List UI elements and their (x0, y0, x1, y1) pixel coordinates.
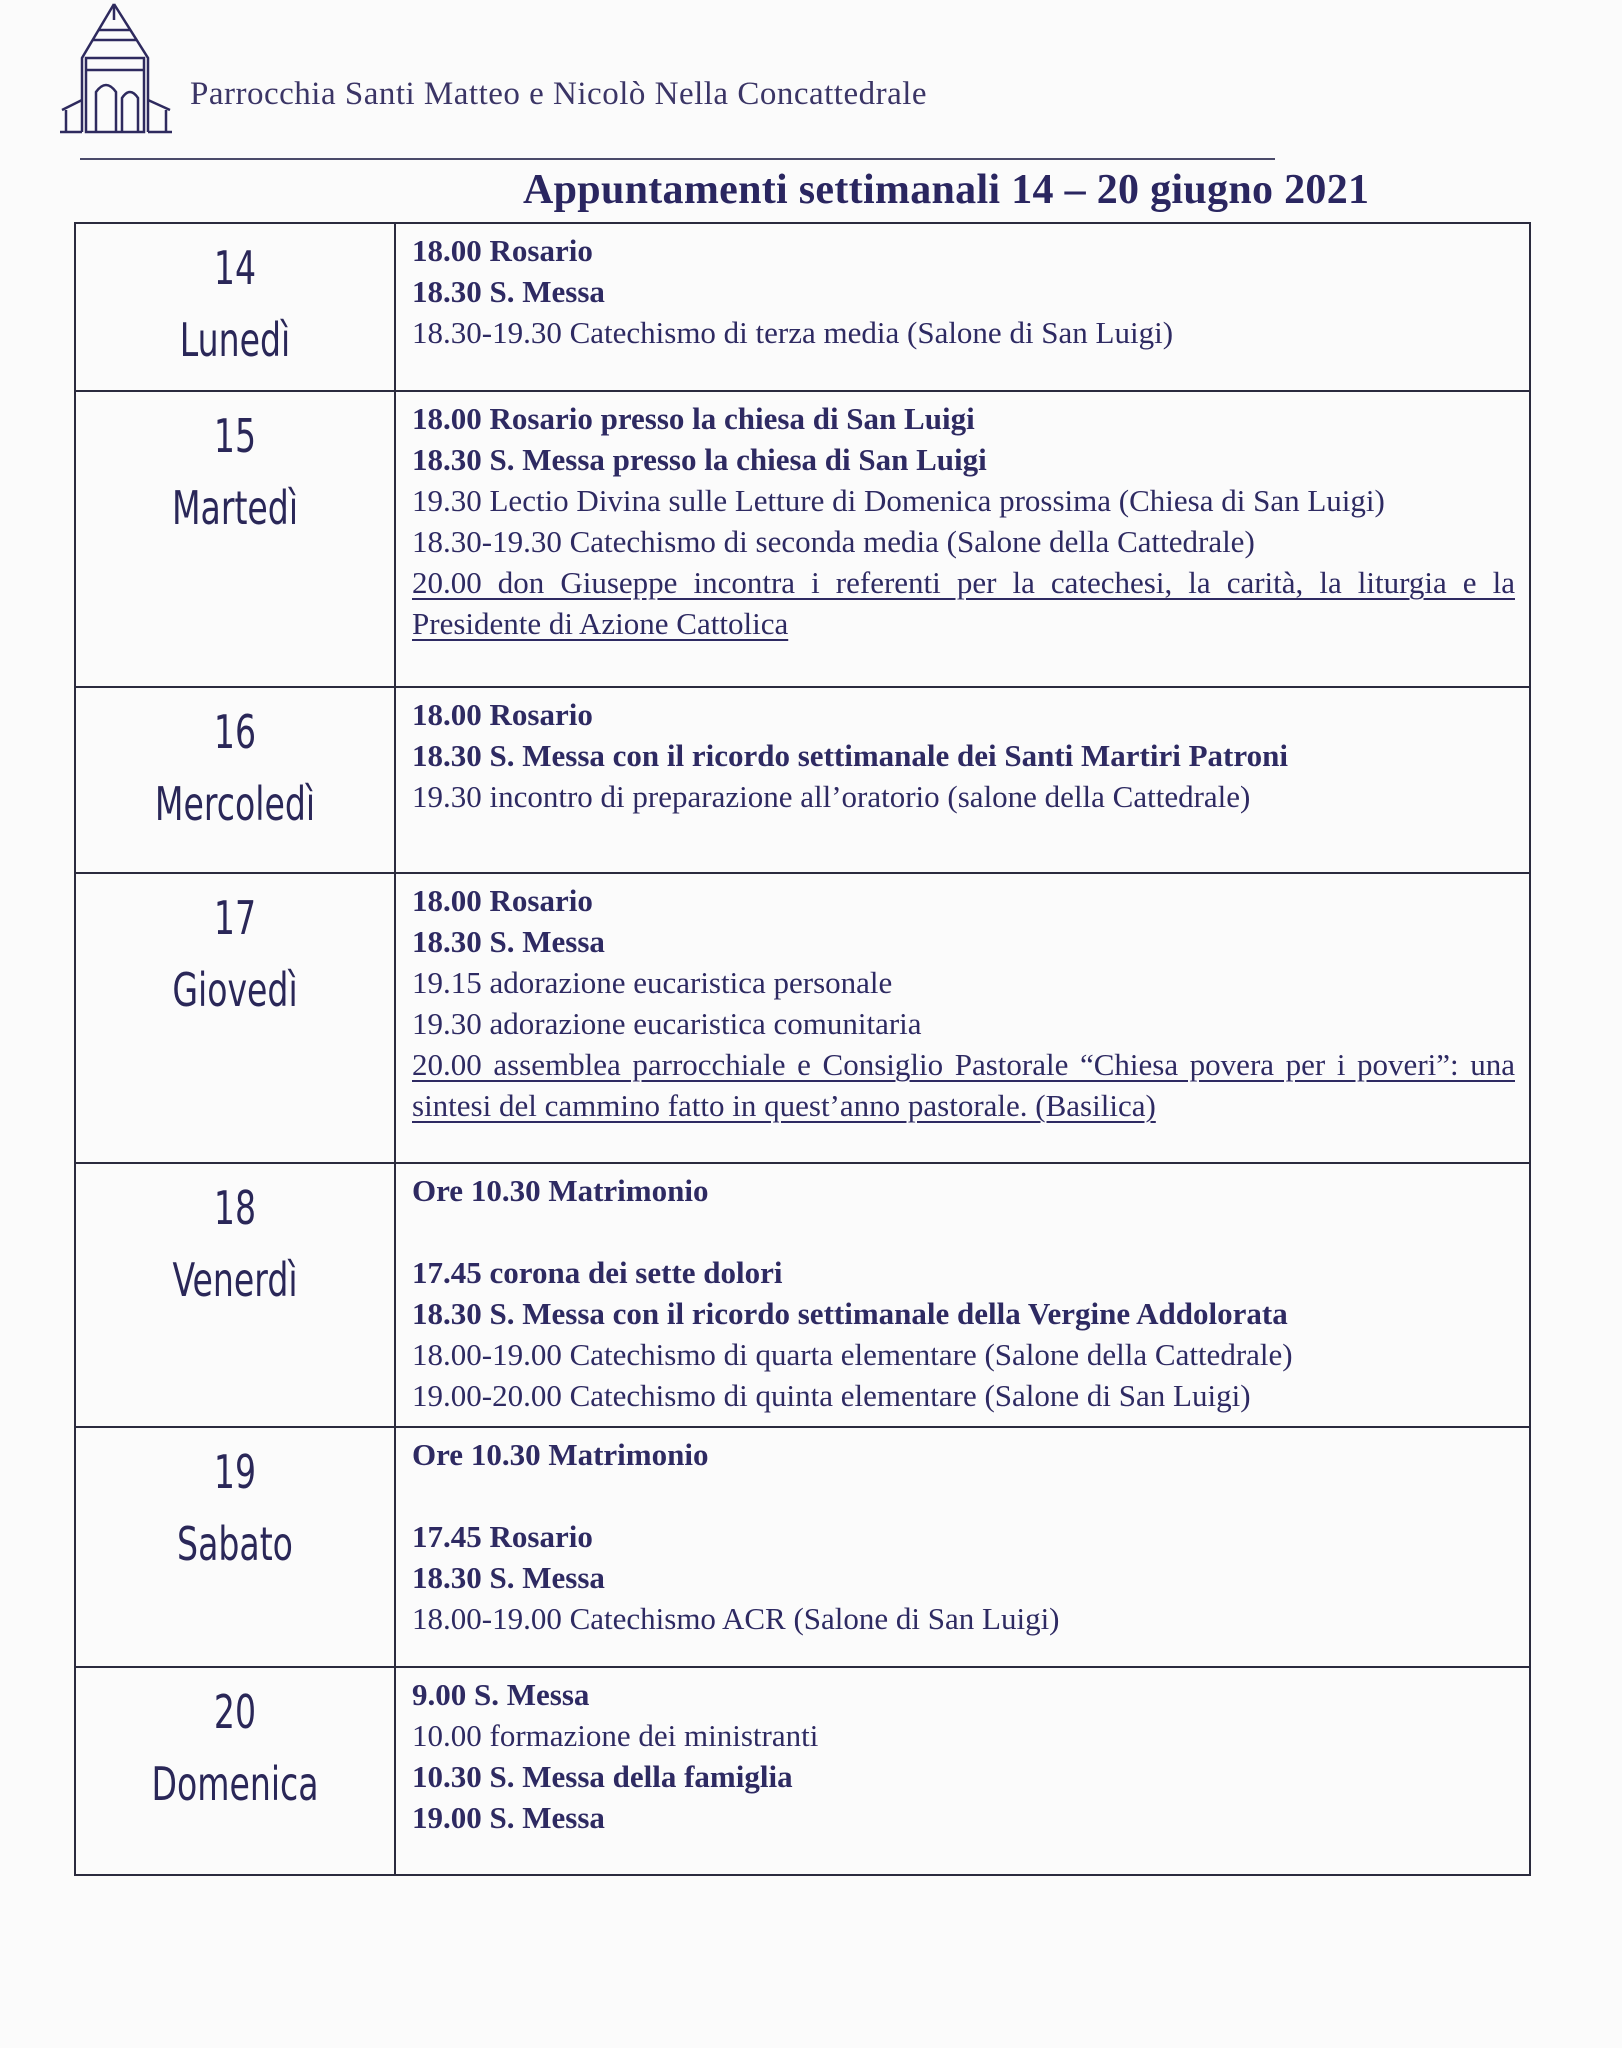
day-cell (75, 1163, 395, 1427)
event-item: 19.30 adorazione eucaristica comunitaria (412, 1006, 922, 1041)
day-row (75, 1667, 1530, 1875)
event-item: 18.00-19.00 Catechismo di quarta elementare (Salone della Cattedrale) (412, 1337, 1293, 1372)
event-item: 18.00 Rosario (412, 233, 593, 268)
event-item: 18.30 S. Messa con il ricordo settimanale dei Santi Martiri Patroni (412, 738, 1288, 773)
day-row (75, 1427, 1530, 1667)
events-cell (395, 687, 1530, 873)
header-divider (80, 158, 1275, 160)
day-number: 19 (213, 1445, 257, 1499)
events-cell (395, 873, 1530, 1163)
day-name: Venerdì (172, 1253, 298, 1307)
day-name: Sabato (177, 1517, 293, 1571)
events-cell (395, 1163, 1530, 1427)
day-name: Martedì (171, 481, 299, 535)
day-row (75, 1163, 1530, 1427)
day-name: Lunedì (179, 313, 291, 367)
spacer (412, 1211, 1515, 1252)
event-item: 19.30 incontro di preparazione all’oratorio (salone della Cattedrale) (412, 779, 1251, 814)
event-item: Ore 10.30 Matrimonio (412, 1173, 709, 1208)
day-cell (75, 873, 395, 1163)
day-cell (75, 1427, 395, 1667)
day-name: Giovedì (172, 963, 298, 1017)
spacer (412, 1475, 1515, 1516)
event-item: 18.30-19.30 Catechismo di seconda media (Salone della Cattedrale) (412, 524, 1255, 559)
event-item: 19.00 S. Messa (412, 1800, 605, 1835)
event-item: 20.00 assemblea parrocchiale e Consiglio Pastorale “Chiesa povera per i poveri”: una sintesi del cammino fatto in quest’anno pastorale. (Basilica) (412, 1047, 1515, 1123)
event-item: 18.30 S. Messa (412, 274, 605, 309)
event-item: 19.15 adorazione eucaristica personale (412, 965, 893, 1000)
event-item: 20.00 don Giuseppe incontra i referenti per la catechesi, la carità, la liturgia e la Presidente di Azione Cattolica (412, 565, 1515, 641)
event-item: Ore 10.30 Matrimonio (412, 1437, 709, 1472)
event-item: 19.30 Lectio Divina sulle Letture di Domenica prossima (Chiesa di San Luigi) (412, 483, 1385, 518)
page-title: Appuntamenti settimanali 14 – 20 giugno 2021 (523, 167, 1370, 213)
weekly-schedule-table (74, 222, 1531, 1876)
day-row (75, 687, 1530, 873)
church-logo (52, 0, 182, 135)
event-item: 18.30 S. Messa (412, 924, 605, 959)
event-item: 18.30 S. Messa (412, 1560, 605, 1595)
event-item: 17.45 Rosario (412, 1519, 593, 1554)
day-row (75, 391, 1530, 687)
day-name: Mercoledì (154, 777, 316, 831)
events-cell (395, 1667, 1530, 1875)
parish-name: Parrocchia Santi Matteo e Nicolò Nella Concattedrale (190, 76, 928, 112)
event-item: 19.00-20.00 Catechismo di quinta elementare (Salone di San Luigi) (412, 1378, 1251, 1413)
event-item: 18.00-19.00 Catechismo ACR (Salone di San Luigi) (412, 1601, 1060, 1636)
events-cell (395, 1427, 1530, 1667)
day-row (75, 223, 1530, 391)
day-row (75, 873, 1530, 1163)
events-cell (395, 223, 1530, 391)
event-item: 18.30 S. Messa presso la chiesa di San Luigi (412, 442, 987, 477)
event-item: 17.45 corona dei sette dolori (412, 1255, 783, 1290)
event-item: 10.30 S. Messa della famiglia (412, 1759, 793, 1794)
day-cell (75, 1667, 395, 1875)
events-cell (395, 391, 1530, 687)
day-number: 20 (213, 1685, 257, 1739)
day-cell (75, 687, 395, 873)
day-number: 17 (213, 891, 257, 945)
event-item: 9.00 S. Messa (412, 1677, 590, 1712)
day-number: 15 (213, 409, 257, 463)
event-item: 18.30 S. Messa con il ricordo settimanale della Vergine Addolorata (412, 1296, 1288, 1331)
day-cell (75, 391, 395, 687)
day-cell (75, 223, 395, 391)
event-item: 18.00 Rosario (412, 697, 593, 732)
event-item: 18.00 Rosario presso la chiesa di San Luigi (412, 401, 975, 436)
event-item: 18.30-19.30 Catechismo di terza media (Salone di San Luigi) (412, 315, 1174, 350)
day-number: 16 (213, 705, 257, 759)
day-name: Domenica (151, 1757, 319, 1811)
event-item: 18.00 Rosario (412, 883, 593, 918)
event-item: 10.00 formazione dei ministranti (412, 1718, 819, 1753)
day-number: 18 (213, 1181, 257, 1235)
day-number: 14 (213, 241, 257, 295)
